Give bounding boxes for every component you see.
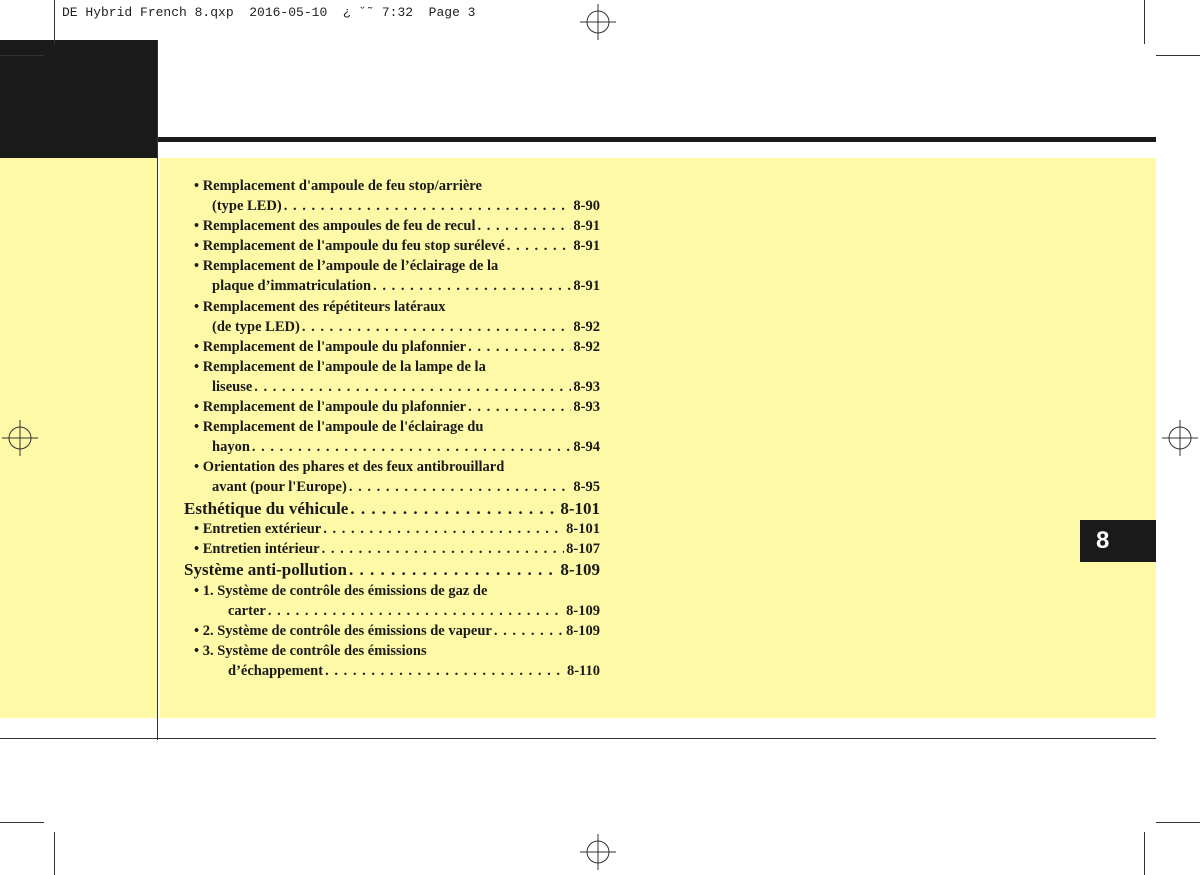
toc-section-heading (180, 498, 600, 520)
toc-entry (180, 641, 600, 661)
toc-page-number: 8-101 (560, 498, 600, 518)
toc-entry (180, 601, 600, 621)
toc-entry (180, 317, 600, 337)
toc-leader-dots (302, 317, 572, 337)
crop-mark (0, 55, 44, 56)
toc-leader-dots (468, 337, 571, 357)
crop-mark (1156, 55, 1200, 56)
toc-leader-dots (254, 377, 571, 397)
file-slug: DE Hybrid French 8.qxp 2016-05-10 ¿ ˘˜ 7:32 Page 3 (62, 5, 476, 20)
toc-entry-label: liseuse (212, 378, 253, 395)
toc-entry-label: • Remplacement de l'ampoule du feu stop surélevé (194, 238, 505, 255)
toc-entry-label: plaque d’immatriculation (212, 278, 372, 295)
toc-page-number: 8-109 (560, 560, 600, 580)
chapter-tab: 8 (1080, 520, 1156, 562)
toc-entry (180, 477, 600, 497)
toc-entry (180, 216, 600, 236)
toc-entry-label: (de type LED) (212, 318, 300, 335)
header-rule (158, 137, 1156, 142)
toc-page-number: 8-91 (573, 238, 600, 255)
toc-entry (180, 539, 600, 559)
toc-entry-label: • Entretien extérieur (194, 521, 322, 537)
toc-leader-dots (349, 559, 558, 581)
footer-rule (0, 738, 1156, 739)
toc-leader-dots (373, 276, 571, 296)
toc-leader-dots (468, 397, 571, 417)
toc-entry-label: • Remplacement de l'ampoule de la lampe de la (194, 358, 486, 375)
toc-page-number: 8-101 (566, 521, 600, 537)
toc-entry-label: • Remplacement d'ampoule de feu stop/arrière (194, 178, 482, 194)
toc-section-heading (180, 559, 600, 581)
toc-entry-label: hayon (212, 439, 250, 456)
toc-leader-dots (494, 621, 564, 641)
toc-page-number: 8-109 (566, 602, 600, 619)
toc-entry (180, 437, 600, 457)
toc-entry-label: • 2. Système de contrôle des émissions de vapeur (194, 622, 492, 639)
header-black-block (0, 40, 158, 158)
toc-entry (180, 297, 600, 317)
toc-entry (180, 621, 600, 641)
toc-entry (180, 357, 600, 377)
toc-entry (180, 276, 600, 296)
toc-entry-label: • Remplacement de l'ampoule du plafonnier (194, 399, 467, 416)
toc-entry (180, 236, 600, 256)
toc-entry-label: Esthétique du véhicule (184, 498, 349, 518)
toc-page-number: 8-90 (573, 198, 600, 215)
toc-page-number: 8-91 (573, 218, 600, 235)
toc-entry-label: • 3. Système de contrôle des émissions (194, 642, 427, 659)
toc-page-number: 8-94 (573, 439, 600, 456)
toc-leader-dots (350, 498, 558, 520)
toc-entry (180, 196, 600, 216)
toc-page-number: 8-110 (566, 663, 600, 680)
toc-entry (180, 377, 600, 397)
table-of-contents (180, 176, 600, 681)
toc-entry-label: • Remplacement des répétiteurs latéraux (194, 298, 446, 315)
toc-entry-label: (type LED) (212, 198, 282, 215)
toc-entry (180, 519, 600, 539)
toc-leader-dots (507, 236, 572, 256)
toc-leader-dots (268, 601, 564, 621)
toc-entry (180, 581, 600, 601)
toc-page-number: 8-92 (573, 318, 600, 335)
toc-entry-label: • Entretien intérieur (194, 541, 320, 558)
toc-page-number: 8-92 (573, 338, 600, 355)
toc-entry-label: • Remplacement de l’ampoule de l’éclairage de la (194, 258, 499, 275)
toc-page-number: 8-95 (573, 479, 600, 496)
toc-leader-dots (284, 196, 572, 216)
toc-page-number: 8-109 (566, 622, 600, 639)
toc-entry-label: • 1. Système de contrôle des émissions de gaz de (194, 582, 488, 599)
crop-mark (54, 0, 55, 44)
toc-entry-label: • Remplacement de l'ampoule de l'éclairage du (194, 419, 484, 436)
toc-leader-dots (252, 437, 572, 457)
toc-leader-dots (323, 519, 564, 539)
toc-page-number: 8-91 (573, 278, 600, 295)
toc-entry-label: • Remplacement de l'ampoule du plafonnier (194, 338, 467, 355)
toc-entry (180, 457, 600, 477)
toc-entry (180, 397, 600, 417)
toc-entry-label: avant (pour l'Europe) (212, 479, 347, 496)
toc-entry-label: d’échappement (228, 663, 324, 680)
registration-mark-icon (1162, 420, 1198, 456)
toc-page-number: 8-107 (566, 541, 600, 558)
registration-mark-icon (2, 420, 38, 456)
crop-mark (1156, 822, 1200, 823)
toc-page-number: 8-93 (573, 399, 600, 416)
crop-mark (0, 822, 44, 823)
toc-page-number: 8-93 (573, 378, 600, 395)
toc-entry-label: • Remplacement des ampoules de feu de recul (194, 218, 476, 235)
registration-mark-icon (580, 834, 616, 870)
toc-entry-label: carter (228, 602, 266, 619)
toc-entry (180, 337, 600, 357)
toc-entry (180, 417, 600, 437)
crop-mark (54, 832, 55, 875)
crop-mark (1144, 0, 1145, 44)
toc-entry (180, 256, 600, 276)
toc-entry (180, 661, 600, 681)
crop-mark (1144, 832, 1145, 875)
toc-entry (180, 176, 600, 196)
toc-entry-label: • Orientation des phares et des feux antibrouillard (194, 459, 505, 476)
margin-divider (157, 40, 158, 740)
toc-entry-label: Système anti-pollution (184, 560, 347, 580)
toc-leader-dots (349, 477, 572, 497)
registration-mark-icon (580, 4, 616, 40)
toc-leader-dots (322, 539, 565, 559)
toc-leader-dots (325, 661, 565, 681)
toc-leader-dots (477, 216, 571, 236)
